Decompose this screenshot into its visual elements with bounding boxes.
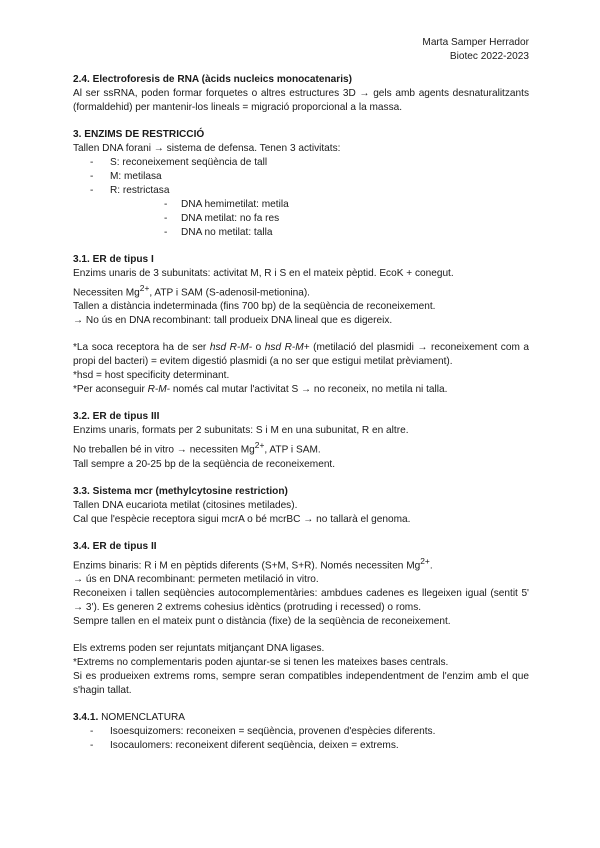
section-3-3-line: Cal que l'espècie receptora sigui mcrA o bé mcrBC → no tallarà el genoma. (73, 513, 411, 525)
list-item: - DNA no metilat: talla (110, 226, 529, 240)
section-3-intro: Tallen DNA forani → sistema de defensa. Tenen 3 activitats: (73, 143, 341, 154)
section-3-4-paragraph: *Extrems no complementaris poden ajuntar-se si tenen les mateixes bases centrals. (73, 657, 449, 669)
section-3-1-line: Necessiten $Mg^{2+}$, ATP i SAM (S-adenosil-metionina). (73, 283, 310, 299)
section-3-4-paragraph: Els extrems poden ser rejuntats mitjançant DNA ligases. (73, 643, 325, 655)
author-name: Marta Samper Herrador (422, 37, 529, 48)
section-3-1-line: → No ús en DNA recombinant: tall produeix DNA lineal que es digereix. (73, 315, 393, 327)
section-3-2-line: Enzims unaris, formats per 2 subunitats: S i M en una subunitat, R en altre. (73, 425, 409, 437)
restrictase-sublist (110, 198, 529, 240)
section-3-3-line: Tallen DNA eucariota metilat (citosines metilades). (73, 499, 298, 511)
section-3-2-line: Tall sempre a 20-25 bp de la seqüència de reconeixement. (73, 458, 336, 470)
section-3-3-title: 3.3. Sistema mcr (methylcytosine restriction) (73, 485, 288, 497)
section-3-4-line: → ús en DNA recombinant: permeten metilació in vitro. (73, 574, 319, 586)
list-item: - Isocaulomers: reconeixent diferent seqüència, deixen = extrems. (73, 739, 529, 753)
section-3-4-title: 3.4. ER de tipus II (73, 540, 157, 552)
section-3-4-paragraph: Si es produeixen extrems roms, sempre seran compatibles independentment de l'enzim amb el que s'hagin tallat. (73, 671, 529, 697)
list-item (73, 184, 529, 240)
section-3-1-line: Tallen a distància indeterminada (fins 700 bp) de la seqüència de reconeixement. (73, 301, 436, 313)
section-3-4-line: Sempre tallen en el mateix punt o distància (fixe) de la seqüència de reconeixement. (73, 616, 451, 628)
section-3-1-note: *La soca receptora ha de ser hsd R-M- o hsd R-M+ (metilació del plasmidi → reconeixement com a propi del bacteri) = evitem digestió plasmidi (a no ser que estigui metilat prèviament). (73, 342, 530, 368)
course-label: Biotec 2022-2023 (449, 51, 529, 62)
section-3-4-1-title: 3.4.1. NOMENCLATURA (73, 712, 186, 724)
section-3-4-line: Reconeixen i tallen seqüències autocomplementàries: ambdues cadenes es llegeixen igual (sentit 5' → 3'). Es generen 2 extrems cohesius idèntics (protruding i recessed) o roms. (73, 588, 529, 614)
list-item: - S: reconeixement seqüència de tall (73, 156, 529, 170)
section-3-title: 3. ENZIMS DE RESTRICCIÓ (73, 129, 205, 140)
section-2-4-text: Al ser ssRNA, poden formar forquetes o altres estructures 3D → gels amb agents desnaturalitzants (formaldehid) per mantenir-los lineals = migració proporcional a la massa. (73, 88, 529, 113)
section-3-1-note: *hsd = host specificity determinant. (73, 370, 230, 382)
list-item: - DNA hemimetilat: metila (110, 198, 529, 212)
section-3-1-line: Enzims unaris de 3 subunitats: activitat M, R i S en el mateix pèptid. EcoK + conegut. (73, 268, 454, 279)
list-item: - Isoesquizomers: reconeixen = seqüència, provenen d'espècies diferents. (73, 725, 529, 739)
nomenclature-list (73, 725, 529, 753)
list-item-label: R: restrictasa (110, 185, 170, 196)
document-header (73, 36, 529, 64)
section-3-1-title: 3.1. ER de tipus I (73, 254, 154, 265)
activities-list (73, 156, 529, 240)
list-item: - M: metilasa (73, 170, 529, 184)
section-2-4-title: 2.4. Electroforesis de RNA (àcids nucleics monocatenaris) (73, 74, 352, 85)
section-3-2-line: No treballen bé in vitro → necessiten $Mg^{2+}$, ATP i SAM. (73, 440, 321, 456)
section-3-1-note: *Per aconseguir R-M- només cal mutar l'activitat S → no reconeix, no metila ni talla. (73, 384, 448, 396)
section-3-2-title: 3.2. ER de tipus III (73, 411, 160, 423)
section-3-4-line: Enzims binaris: R i M en pèptids diferents (S+M, S+R). Només necessiten $Mg^{2+}$. (73, 555, 433, 572)
document-page (73, 36, 529, 753)
list-item: - DNA metilat: no fa res (110, 212, 529, 226)
